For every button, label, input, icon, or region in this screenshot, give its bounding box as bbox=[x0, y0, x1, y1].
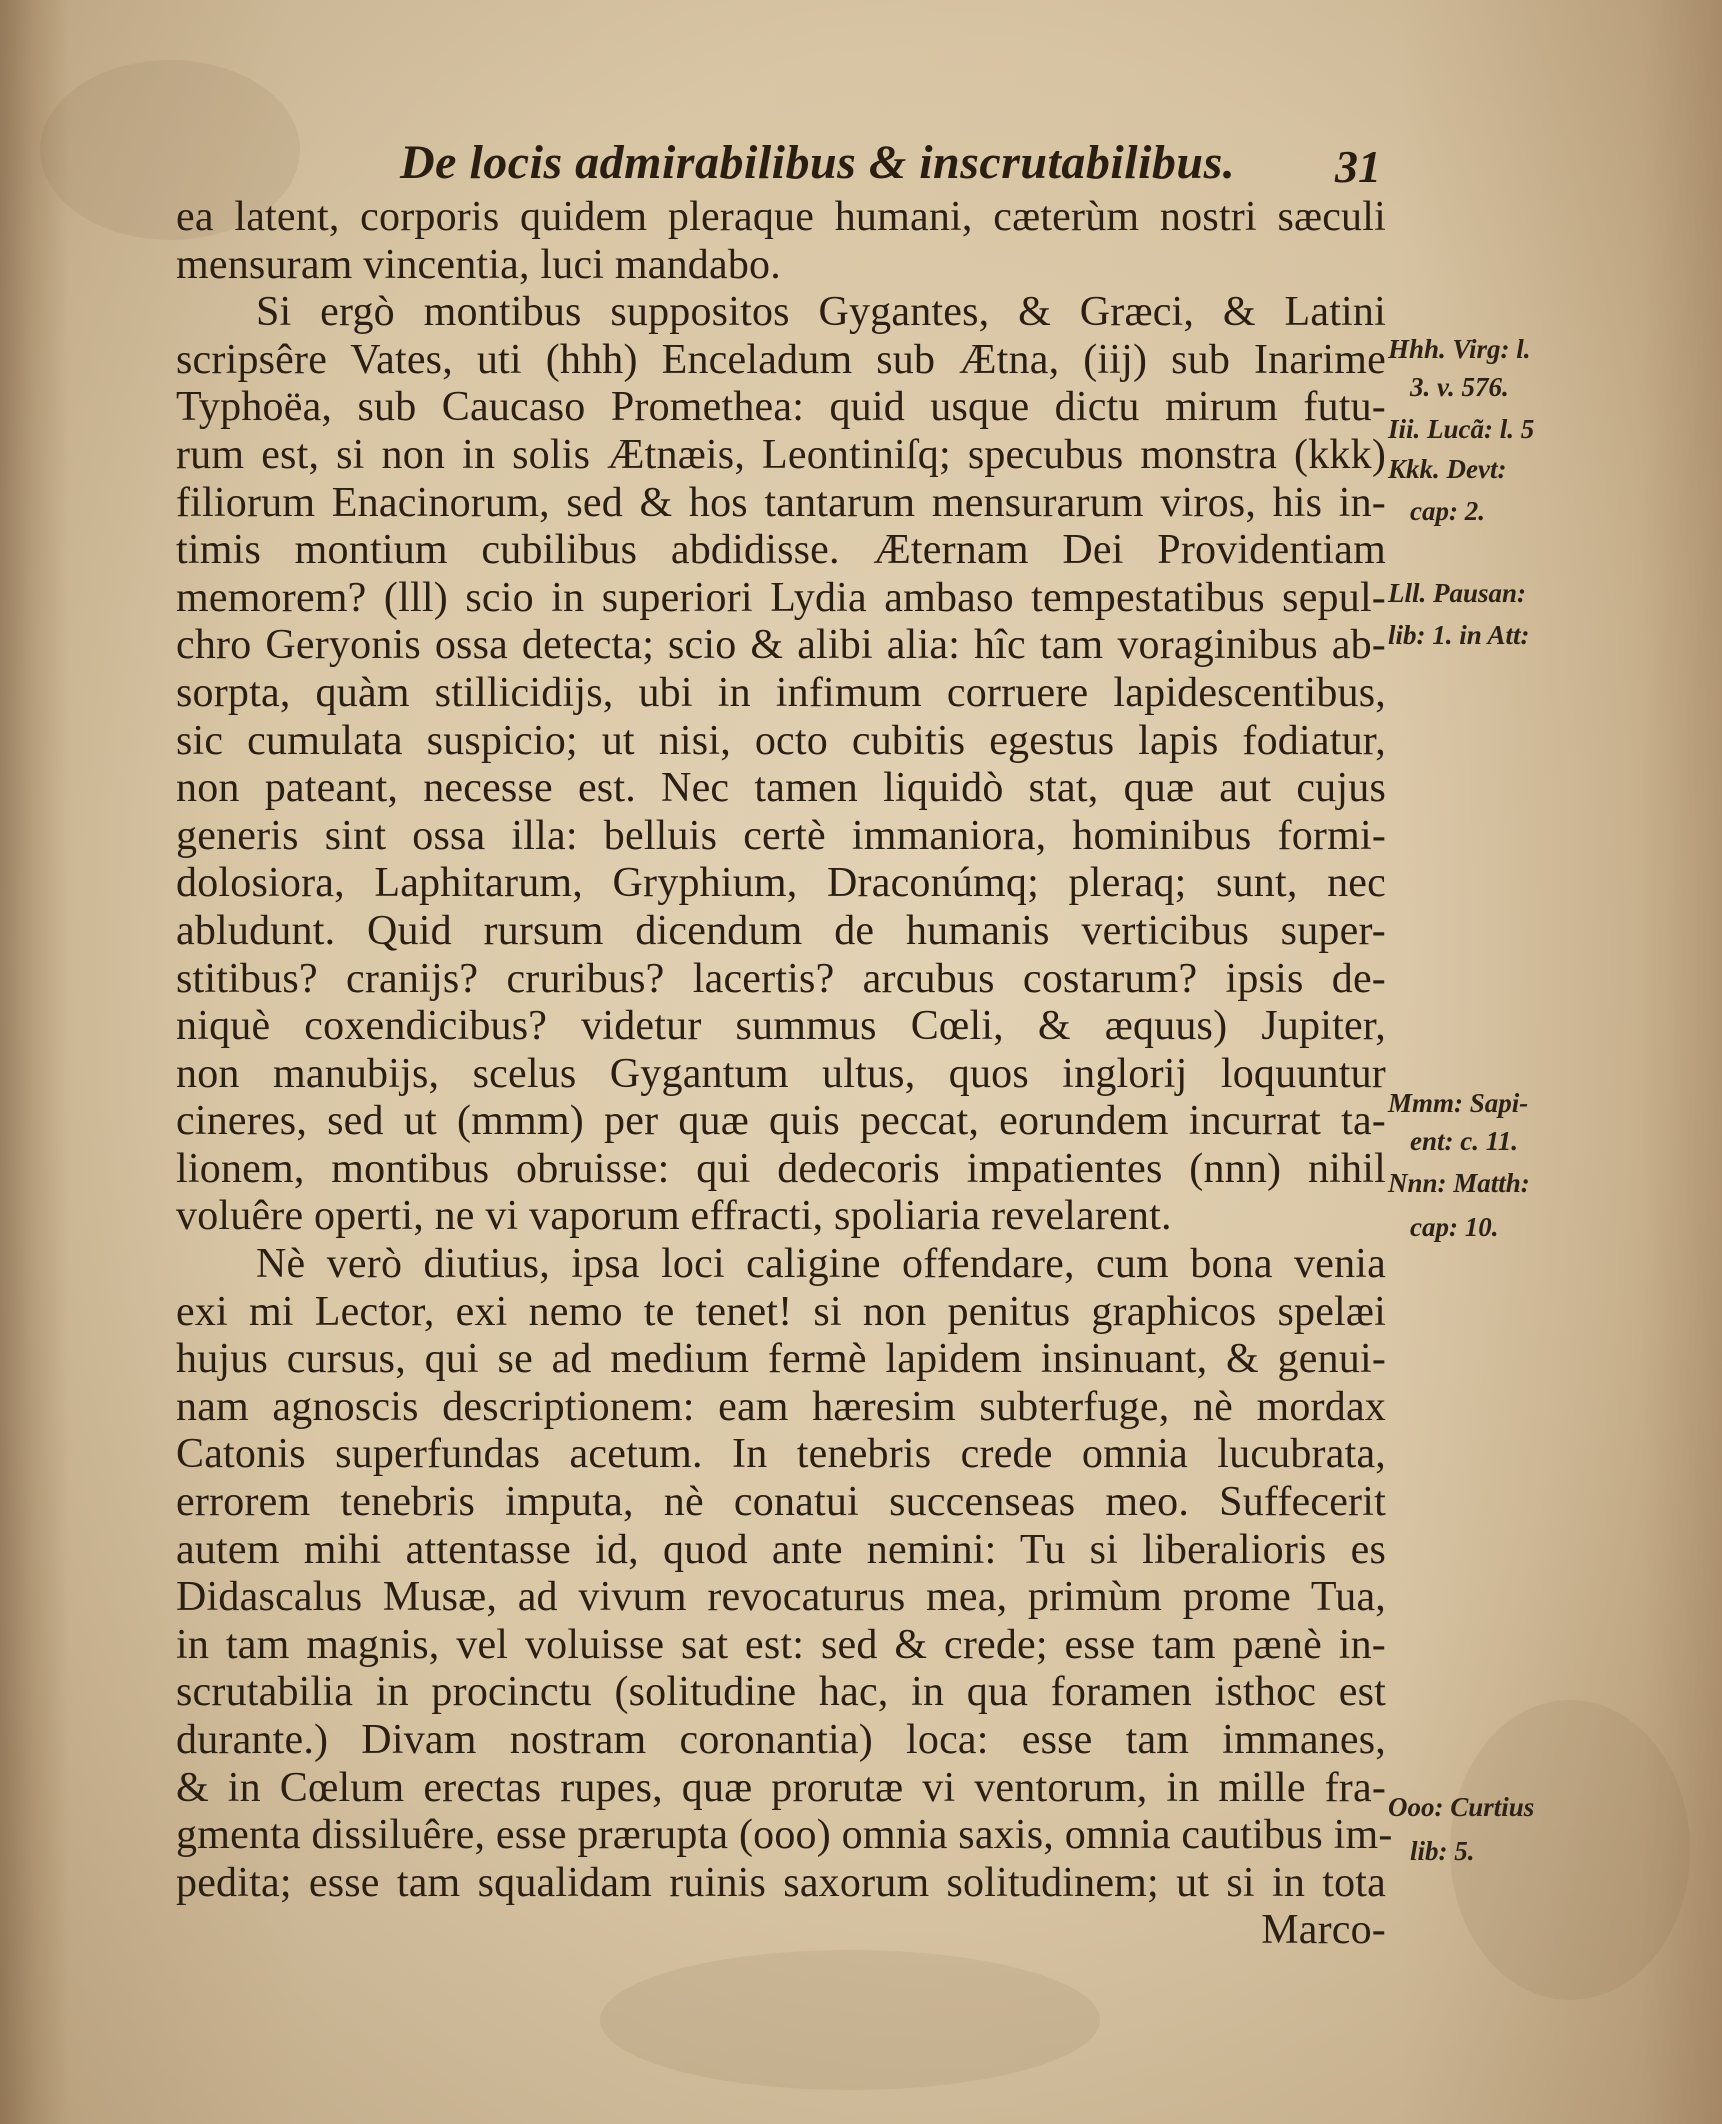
text-line: non manubijs, scelus Gygantum ultus, quos inglorij loquuntur bbox=[176, 1050, 1386, 1097]
marginal-note: ent: c. 11. bbox=[1410, 1126, 1518, 1156]
text-line: non pateant, necesse est. Nec tamen liquidò stat, quæ aut cujus bbox=[176, 765, 1386, 812]
text-line: autem mihi attentasse id, quod ante nemini: Tu si liberalioris es bbox=[176, 1526, 1386, 1573]
text-line: Didascalus Musæ, ad vivum revocaturus mea, primùm prome Tua, bbox=[176, 1574, 1386, 1621]
text-line: errorem tenebris imputa, nè conatui succenseas meo. Suffecerit bbox=[176, 1479, 1386, 1526]
text-line: ea latent, corporis quidem pleraque humani, cæterùm nostri sæculi bbox=[176, 194, 1386, 240]
text-line: niquè coxendicibus? videtur summus Cœli, & æquus) Jupiter, bbox=[176, 1003, 1386, 1050]
marginal-note: Lll. Pausan: bbox=[1388, 578, 1527, 608]
marginal-note: Nnn: Matth: bbox=[1388, 1168, 1530, 1198]
text-line: in tam magnis, vel voluisse sat est: sed & crede; esse tam pænè in- bbox=[176, 1621, 1386, 1668]
text-line: sorpta, quàm stillicidijs, ubi in infimum corruere lapidescentibus, bbox=[176, 669, 1386, 716]
marginal-note: lib: 5. bbox=[1410, 1836, 1475, 1866]
text-line: pedita; esse tam squalidam ruinis saxorum solitudinem; ut si in tota bbox=[176, 1859, 1386, 1906]
marginal-note: cap: 2. bbox=[1410, 496, 1485, 526]
main-text bbox=[176, 194, 1393, 1955]
text-line: sic cumulata suspicio; ut nisi, octo cubitis egestus lapis fodiatur, bbox=[176, 717, 1386, 764]
text-line: cineres, sed ut (mmm) per quæ quis peccat, eorundem incurrat ta- bbox=[176, 1098, 1386, 1145]
marginal-note: Hhh. Virg: l. bbox=[1388, 334, 1531, 364]
text-line: scripsêre Vates, uti (hhh) Enceladum sub Ætna, (iij) sub Inarime bbox=[176, 336, 1386, 383]
text-line: memorem? (lll) scio in superiori Lydia ambaso tempestatibus sepul- bbox=[176, 574, 1386, 621]
marginal-note: Ooo: Curtius bbox=[1388, 1792, 1535, 1822]
text-line: mensuram vincentia, luci mandabo. bbox=[176, 241, 781, 288]
text-line: lionem, montibus obruisse: qui dedecoris impatientes (nnn) nihil bbox=[176, 1145, 1386, 1192]
running-head: De locis admirabilibus & inscrutabilibus. bbox=[400, 136, 1236, 189]
catchword: Marco- bbox=[1261, 1907, 1386, 1954]
text-line: durante.) Divam nostram coronantia) loca: esse tam immanes, bbox=[176, 1717, 1386, 1763]
text-line: dolosiora, Laphitarum, Gryphium, Draconúmq; pleraq; sunt, nec bbox=[176, 860, 1386, 907]
marginal-note: cap: 10. bbox=[1410, 1212, 1499, 1242]
text-line: & in Cœlum erectas rupes, quæ prorutæ vi ventorum, in mille fra- bbox=[176, 1764, 1386, 1811]
text-line: hujus cursus, qui se ad medium fermè lapidem insinuant, & genui- bbox=[176, 1336, 1386, 1383]
page-number: 31 bbox=[1335, 141, 1381, 192]
paper-stain bbox=[600, 1950, 1100, 2090]
text-line: filiorum Enacinorum, sed & hos tantarum mensurarum viros, his in- bbox=[176, 479, 1386, 526]
marginal-note: 3. v. 576. bbox=[1410, 372, 1509, 402]
text-line: exi mi Lector, exi nemo te tenet! si non penitus graphicos spelæi bbox=[176, 1288, 1386, 1335]
text-line: abludunt. Quid rursum dicendum de humanis verticibus super- bbox=[176, 907, 1386, 954]
text-line: stitibus? cranijs? cruribus? lacertis? arcubus costarum? ipsis de- bbox=[176, 955, 1386, 1002]
text-line: Si ergò montibus suppositos Gygantes, & Græci, & Latini bbox=[256, 289, 1386, 336]
paper-stain bbox=[1450, 1700, 1690, 2000]
text-line: scrutabilia in procinctu (solitudine hac, in qua foramen isthoc est bbox=[176, 1669, 1386, 1716]
text-line: gmenta dissiluêre, esse prærupta (ooo) omnia saxis, omnia cautibus im- bbox=[176, 1812, 1393, 1859]
text-line: voluêre operti, ne vi vaporum effracti, spoliaria revelarent. bbox=[176, 1193, 1172, 1240]
text-line: Catonis superfundas acetum. In tenebris crede omnia lucubrata, bbox=[176, 1431, 1386, 1478]
marginal-note: Mmm: Sapi- bbox=[1388, 1088, 1529, 1118]
text-line: rum est, si non in solis Ætnæis, Leontiniſq; specubus monstra (kkk) bbox=[176, 431, 1386, 478]
marginal-note: lib: 1. in Att: bbox=[1388, 620, 1530, 650]
text-line: timis montium cubilibus abdidisse. Æternam Dei Providentiam bbox=[176, 527, 1386, 574]
text-line: Typhoëa, sub Caucaso Promethea: quid usque dictu mirum futu- bbox=[176, 384, 1386, 431]
marginal-note: Kkk. Devt: bbox=[1388, 454, 1507, 484]
text-line: nam agnoscis descriptionem: eam hæresim subterfuge, nè mordax bbox=[176, 1383, 1386, 1430]
text-line: Nè verò diutius, ipsa loci caligine offendare, cum bona venia bbox=[256, 1241, 1386, 1288]
text-line: chro Geryonis ossa detecta; scio & alibi alia: hîc tam voraginibus ab- bbox=[176, 622, 1386, 669]
marginal-note: Iii. Lucã: l. 5 bbox=[1388, 414, 1535, 444]
text-line: generis sint ossa illa: belluis certè immaniora, hominibus formi- bbox=[176, 812, 1386, 859]
